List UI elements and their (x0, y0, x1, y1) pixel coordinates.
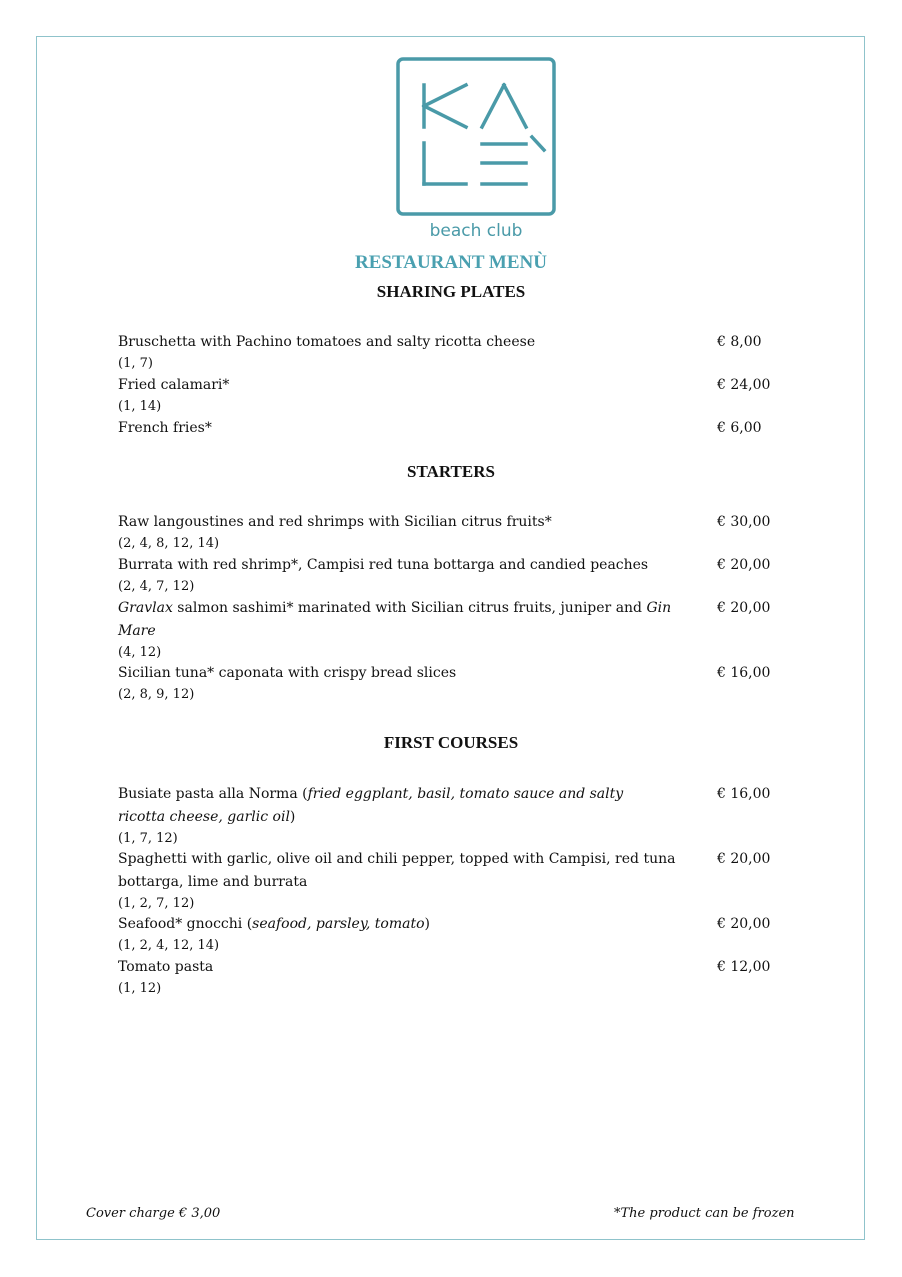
menu-item (118, 331, 788, 374)
menu-item (118, 956, 788, 999)
item-allergens: (1, 2, 7, 12) (118, 896, 195, 911)
item-price: € 12,00 (717, 959, 771, 975)
item-name: Bruschetta with Pachino tomatoes and salty ricotta cheese (118, 334, 536, 350)
cover-charge-note: Cover charge € 3,00 (86, 1206, 221, 1221)
item-price: € 20,00 (717, 600, 771, 616)
item-name: Sicilian tuna* caponata with crispy bread slices (118, 665, 457, 681)
item-name: Raw langoustines and red shrimps with Sicilian citrus fruits* (118, 514, 552, 530)
logo-mark-icon (396, 57, 558, 242)
item-name: Burrata with red shrimp*, Campisi red tuna bottarga and candied peaches (118, 557, 649, 573)
logo-subtitle: beach club (429, 221, 523, 241)
kale-beach-club-logo (396, 57, 558, 242)
item-price: € 20,00 (717, 557, 771, 573)
item-name-text: ) (289, 809, 296, 825)
item-price: € 20,00 (717, 851, 771, 867)
item-price: € 8,00 (717, 334, 762, 350)
item-name: French fries* (118, 420, 212, 436)
item-name-italic: fried eggplant, basil, tomato sauce and salty ricotta cheese, garlic oil (118, 786, 624, 825)
item-allergens: (2, 4, 8, 12, 14) (118, 536, 220, 551)
item-name (118, 783, 673, 829)
item-name-text: salmon sashimi* marinated with Sicilian citrus fruits, juniper and (172, 600, 647, 616)
item-allergens: (1, 12) (118, 981, 162, 996)
item-allergens: (1, 14) (118, 399, 162, 414)
menu-item (118, 374, 788, 417)
item-price: € 6,00 (717, 420, 762, 436)
item-allergens: (2, 4, 7, 12) (118, 579, 195, 594)
item-name-italic: Gravlax (118, 600, 173, 616)
item-price: € 30,00 (717, 514, 771, 530)
menu-item (118, 554, 788, 597)
item-name (118, 597, 678, 643)
frozen-product-note: *The product can be frozen (614, 1206, 795, 1221)
item-allergens: (2, 8, 9, 12) (118, 687, 195, 702)
item-name-text: Busiate pasta alla Norma ( (118, 786, 308, 802)
page-title: RESTAURANT MENÙ (355, 252, 547, 273)
item-allergens: (1, 2, 4, 12, 14) (118, 938, 220, 953)
menu-item (118, 913, 788, 956)
menu-item (118, 662, 788, 705)
item-name: Spaghetti with garlic, olive oil and chili pepper, topped with Campisi, red tuna bottarga, lime and burrata (118, 851, 676, 890)
section-title-starters: STARTERS (407, 462, 495, 481)
item-name-text: ) (424, 916, 430, 932)
menu-item (118, 597, 788, 663)
menu-item (118, 848, 788, 914)
item-price: € 20,00 (717, 916, 771, 932)
item-name (118, 913, 678, 936)
menu-item (118, 511, 788, 554)
section-title-sharing-plates: SHARING PLATES (376, 282, 526, 301)
menu-item (118, 417, 788, 440)
item-price: € 16,00 (717, 665, 771, 681)
section-title-first-courses: FIRST COURSES (383, 733, 519, 752)
item-allergens: (1, 7) (118, 356, 153, 371)
item-name-italic: Gin Mare (118, 600, 672, 639)
item-price: € 16,00 (717, 786, 771, 802)
item-allergens: (1, 7, 12) (118, 831, 178, 846)
item-name-italic: seafood, parsley, tomato (252, 916, 425, 932)
item-name-text: Seafood* gnocchi ( (118, 916, 253, 932)
item-allergens: (4, 12) (118, 645, 162, 660)
item-name: Tomato pasta (118, 959, 214, 975)
item-price: € 24,00 (717, 377, 771, 393)
menu-item (118, 783, 788, 849)
item-name: Fried calamari* (118, 377, 230, 393)
